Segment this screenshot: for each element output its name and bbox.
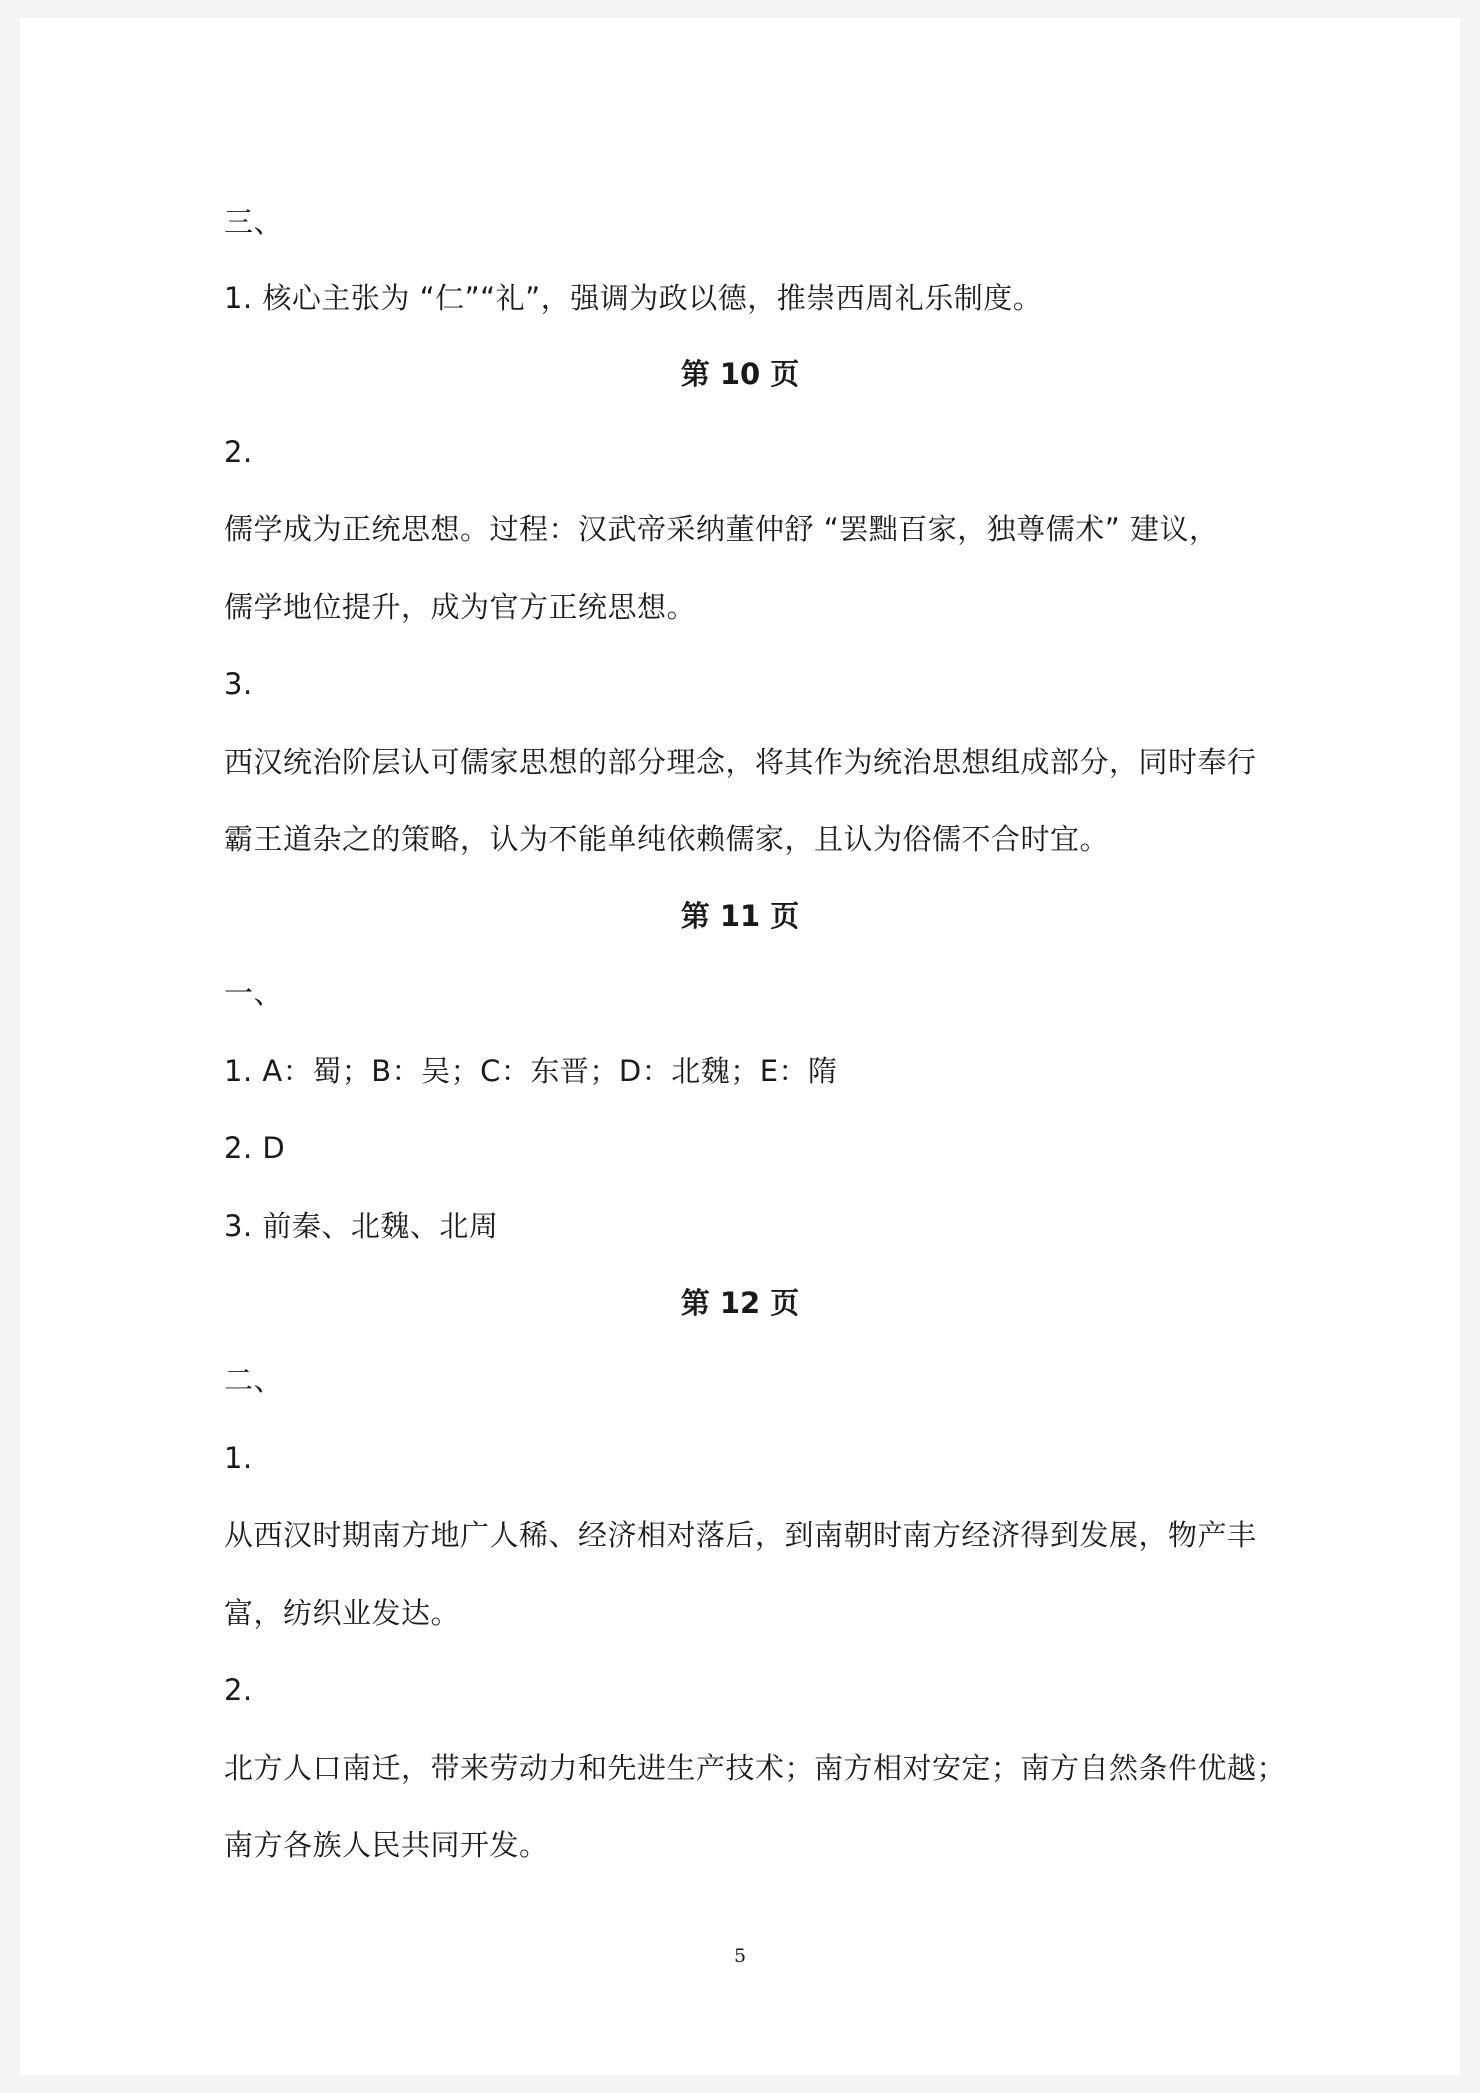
- page-heading-11: 第 11 页: [680, 899, 800, 933]
- answer-line: 霸王道杂之的策略，认为不能单纯依赖儒家，且认为俗儒不合时宜。: [224, 822, 1110, 856]
- page-heading-10: 第 10 页: [680, 357, 800, 391]
- question-number: 2.: [224, 435, 253, 469]
- answer-line: 1. A：蜀；B：吴；C：东晋；D：北魏；E：隋: [224, 1054, 838, 1088]
- answer-line: 富，纺织业发达。: [224, 1596, 461, 1630]
- page-heading-12: 第 12 页: [680, 1286, 800, 1320]
- page-number: 5: [733, 1945, 747, 1967]
- question-number: 2.: [224, 1673, 253, 1707]
- question-number: 3.: [224, 667, 253, 701]
- question-number: 1.: [224, 1441, 253, 1475]
- answer-line: 儒学成为正统思想。过程：汉武帝采纳董仲舒 “罢黜百家，独尊儒术” 建议，: [224, 512, 1219, 546]
- answer-line: 西汉统治阶层认可儒家思想的部分理念，将其作为统治思想组成部分，同时奉行: [224, 745, 1257, 779]
- answer-line: 南方各族人民共同开发。: [224, 1828, 549, 1862]
- answer-line: 3. 前秦、北魏、北周: [224, 1209, 499, 1243]
- section-marker-one: 一、: [224, 976, 284, 1010]
- answer-line: 北方人口南迁，带来劳动力和先进生产技术；南方相对安定；南方自然条件优越；: [224, 1751, 1287, 1785]
- answer-line: 儒学地位提升，成为官方正统思想。: [224, 590, 697, 624]
- section-marker-three: 三、: [224, 205, 284, 239]
- answer-line: 从西汉时期南方地广人稀、经济相对落后，到南朝时南方经济得到发展，物产丰: [224, 1518, 1257, 1552]
- answer-line: 2. D: [224, 1131, 286, 1165]
- answer-line: 1. 核心主张为 “仁”“礼”，强调为政以德，推崇西周礼乐制度。: [224, 281, 1043, 315]
- section-marker-two: 二、: [224, 1363, 284, 1397]
